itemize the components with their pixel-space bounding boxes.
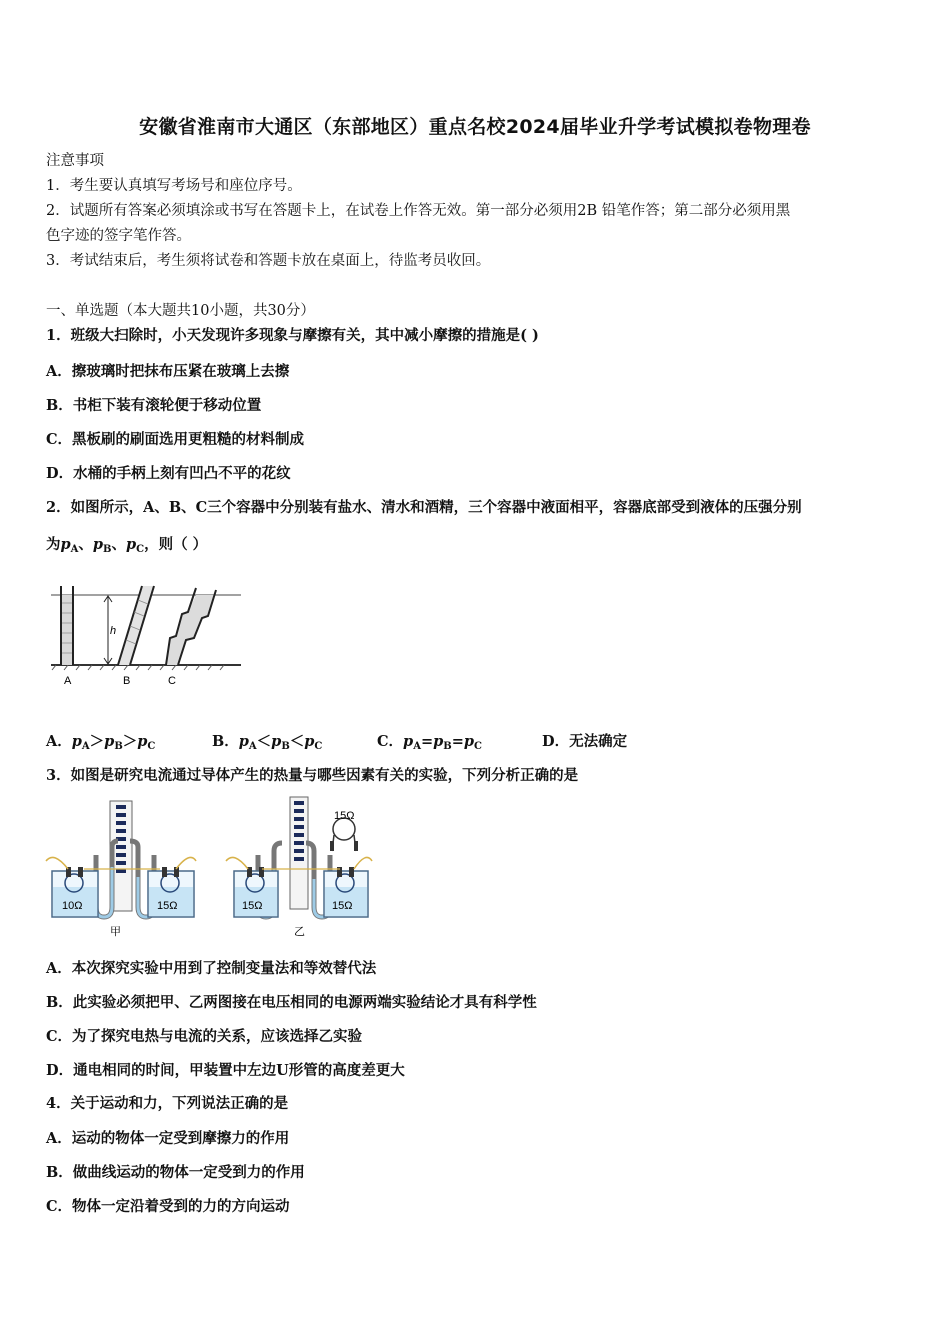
q3-jia-left-resistor-label: 10Ω xyxy=(62,900,83,912)
q3-yi-caption: 乙 xyxy=(294,926,305,938)
page-title: 安徽省淮南市大通区（东部地区）重点名校2024届毕业升学考试模拟卷物理卷 xyxy=(139,116,811,138)
q3-option-c: C．为了探究电热与电流的关系，应该选择乙实验 xyxy=(46,1028,363,1045)
q3-apparatus-yi xyxy=(226,797,372,938)
q3-option-d: D．通电相同的时间，甲装置中左边U形管的高度差更大 xyxy=(46,1062,405,1079)
q3-joule-heating-figure xyxy=(44,795,374,940)
q2-label-b: B xyxy=(123,675,131,687)
q3-yi-right-resistor-label: 15Ω xyxy=(332,900,353,912)
q2-h-label: h xyxy=(110,625,117,637)
q2-label-a: A xyxy=(64,675,72,687)
notice-item-3: 3．考试结束后，考生须将试卷和答题卡放在桌面上，待监考员收回。 xyxy=(46,253,491,269)
q1-option-b: B．书柜下装有滚轮便于移动位置 xyxy=(46,397,262,414)
q2-container-figure xyxy=(46,578,246,690)
q2-label-c: C xyxy=(168,675,176,687)
notice-item-2-cont: 色字迹的签字笔作答。 xyxy=(46,228,191,244)
q3-jia-right-resistor-label: 15Ω xyxy=(157,900,178,912)
q4-option-a: A．运动的物体一定受到摩擦力的作用 xyxy=(46,1130,290,1147)
q4-stem: 4．关于运动和力，下列说法正确的是 xyxy=(46,1095,289,1112)
q3-option-b: B．此实验必须把甲、乙两图接在电压相同的电源两端实验结论才具有科学性 xyxy=(46,994,537,1011)
q2-option-c: C．$p_A=p_B=p_C$ xyxy=(377,733,482,752)
q3-yi-external-resistor-label: 15Ω xyxy=(334,810,355,822)
q1-stem: 1．班级大扫除时，小天发现许多现象与摩擦有关，其中减小摩擦的措施是( ) xyxy=(46,327,539,344)
q3-jia-caption: 甲 xyxy=(110,926,121,938)
q3-yi-left-resistor-label: 15Ω xyxy=(242,900,263,912)
notice-heading: 注意事项 xyxy=(46,153,104,169)
notice-item-2: 2．试题所有答案必须填涂或书写在答题卡上，在试卷上作答无效。第一部分必须用2B 铅笔作答；第二部分必须用黑 xyxy=(46,203,791,219)
q2-option-d: D．无法确定 xyxy=(542,733,628,750)
q3-option-a: A．本次探究实验中用到了控制变量法和等效替代法 xyxy=(46,960,377,977)
q4-option-c: C．物体一定沿着受到的力的方向运动 xyxy=(46,1198,290,1215)
section-heading: 一、单选题（本大题共10小题，共30分） xyxy=(46,303,315,319)
q2-option-a: A．$p_A>p_B>p_C$ xyxy=(46,733,156,752)
q2-stem-line1: 2．如图所示，A、B、C三个容器中分别装有盐水、清水和酒精，三个容器中液面相平，容器底部受到液体的压强分别 xyxy=(46,499,802,516)
q1-option-a: A．擦玻璃时把抹布压紧在玻璃上去擦 xyxy=(46,363,290,380)
q4-option-b: B．做曲线运动的物体一定受到力的作用 xyxy=(46,1164,305,1181)
q3-apparatus-jia xyxy=(46,801,196,938)
q1-option-d: D．水桶的手柄上刻有凹凸不平的花纹 xyxy=(46,465,291,482)
q2-stem-line2: 为$p_A$、$p_B$、$p_C$，则（ ） xyxy=(46,536,208,555)
q3-stem: 3．如图是研究电流通过导体产生的热量与哪些因素有关的实验，下列分析正确的是 xyxy=(46,767,579,784)
q2-option-b: B．$p_A<p_B<p_C$ xyxy=(212,733,323,752)
notice-item-1: 1．考生要认真填写考场号和座位序号。 xyxy=(46,178,302,194)
q1-option-c: C．黑板刷的刷面选用更粗糙的材料制成 xyxy=(46,431,305,448)
